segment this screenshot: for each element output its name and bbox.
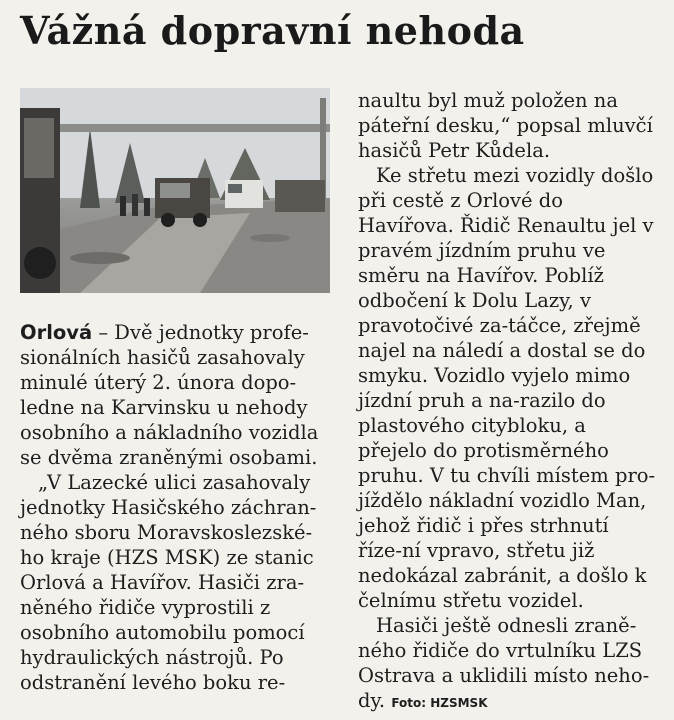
paragraph-collision: Ke střetu mezi vozidly došlo při cestě z Orlové do Havířova. Řidič Renaultu jel v pravém jízdním pruhu ve směru na Havířov. Poblíž odbočení k Dolu Lazy, v pravotočivé za-táčce, zřejmě najel na náledí a dostal se do smyku. Vozidlo vyjelo mimo jízdní pruh a na-razilo do plastového citybloku, a přejelo do protisměrného pruhu. V tu chvíli místem pro-jíždělo nákladní vozidlo Man, jehož řidič i přes strhnutí říze-ní vpravo, střetu již nedokázal zabránit, a došlo k čelnímu střetu vozidel. xyxy=(358,164,656,612)
paragraph-quote: „V Lazecké ulici zasahovaly jednotky Hasičského záchran-ného sboru Moravskoslezské-ho kraje (HZS MSK) ze stanic Orlová a Havířov. Hasiči zra-něného řidiče vyprostili z osobního automobilu pomocí hydraulických nástrojů. Po odstranění levého boku re- xyxy=(20,471,317,694)
accident-scene-image xyxy=(20,88,330,293)
lead-paragraph xyxy=(20,320,334,470)
paragraph-continuation: naultu byl muž položen na páteřní desku,“ popsal mluvčí hasičů Petr Kůdela. xyxy=(358,89,653,162)
article-column-left xyxy=(20,320,334,695)
headline: Vážná dopravní nehoda xyxy=(20,8,525,53)
lead-text: – Dvě jednotky profe-sionálních hasičů zasahovaly minulé úterý 2. února dopo-ledne na Karvinsku u nehody osobního a nákladního vozidla se dvěma zraněnými osobami. xyxy=(20,321,319,469)
accident-photo xyxy=(20,88,330,293)
article-column-right xyxy=(358,88,656,716)
dateline: Orlová xyxy=(20,321,93,344)
paragraph-closing xyxy=(358,613,656,716)
closing-text: Hasiči ještě odnesli zraně-ného řidiče do vrtulníku LZS Ostrava a uklidili místo neho-dy. xyxy=(358,614,650,712)
photo-credit: Foto: HZSMSK xyxy=(391,696,488,710)
